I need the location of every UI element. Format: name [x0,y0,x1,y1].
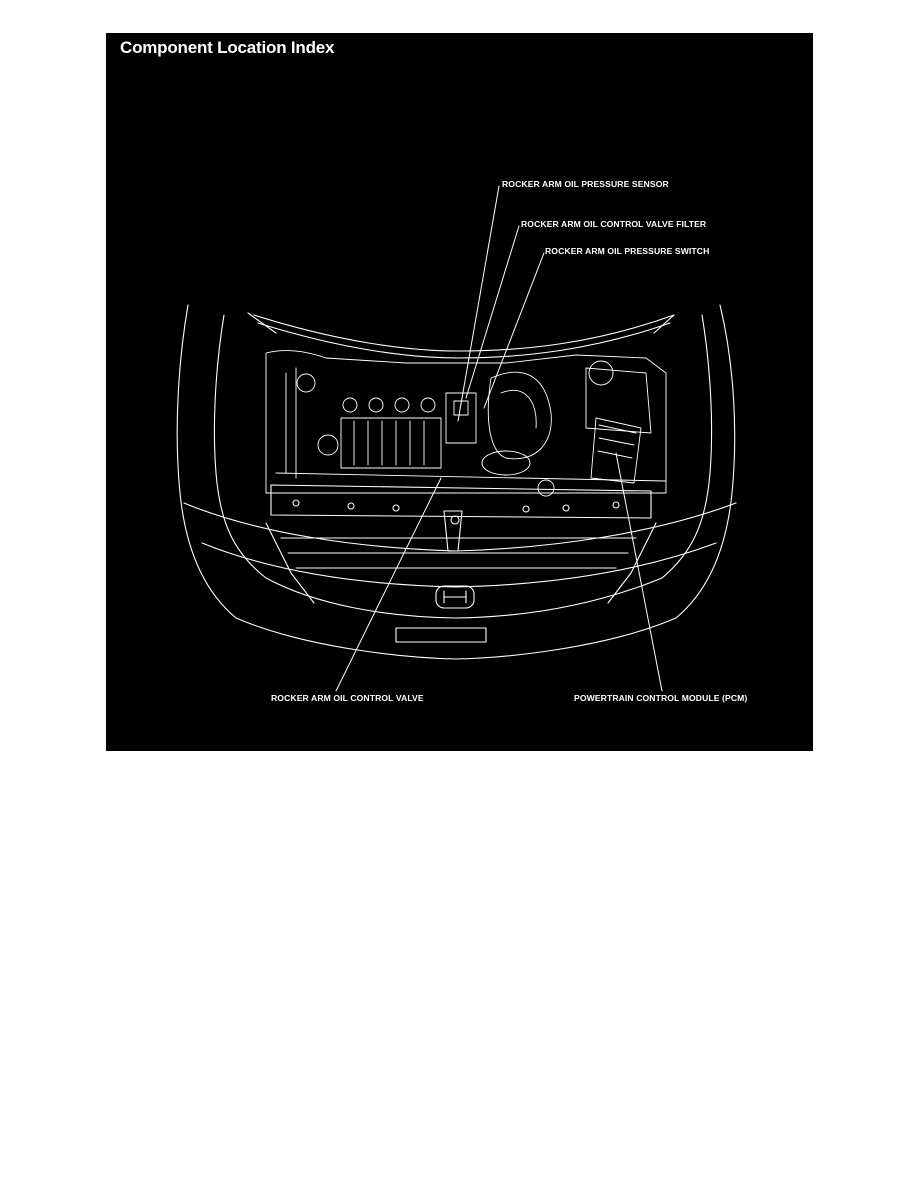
label-powertrain-control-module: POWERTRAIN CONTROL MODULE (PCM) [574,693,748,703]
figure-title: Component Location Index [120,38,335,57]
component-location-figure [106,33,813,751]
label-rocker-arm-oil-pressure-sensor: ROCKER ARM OIL PRESSURE SENSOR [502,179,669,189]
callout-leader-lines [336,186,662,691]
engine-bay-illustration [106,33,813,751]
label-rocker-arm-oil-control-valve: ROCKER ARM OIL CONTROL VALVE [271,693,424,703]
label-rocker-arm-oil-control-valve-filter: ROCKER ARM OIL CONTROL VALVE FILTER [521,219,707,229]
hood-outline [248,313,674,358]
label-rocker-arm-oil-pressure-switch: ROCKER ARM OIL PRESSURE SWITCH [545,246,710,256]
